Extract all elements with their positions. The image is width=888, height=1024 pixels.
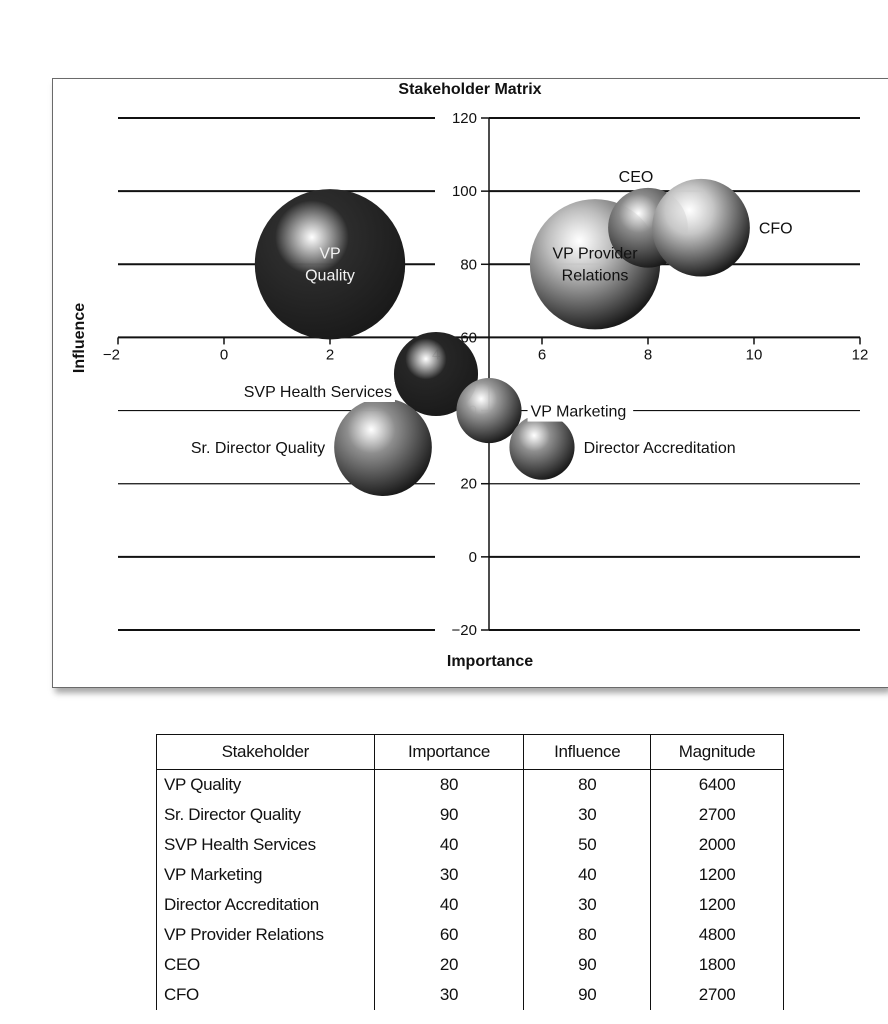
cell-magnitude: 4800 [651,920,784,950]
x-tick-label: −2 [102,346,120,364]
bubble-label: Sr. Director Quality [190,440,326,458]
cell-influence: 80 [524,770,651,801]
cell-stakeholder: CFO [157,980,375,1010]
axis-layer [103,110,868,639]
cell-stakeholder: Sr. Director Quality [157,800,375,830]
cell-importance: 80 [374,770,524,801]
y-tick-label: 20 [460,475,477,493]
x-tick-label: 12 [851,346,869,364]
cell-influence: 40 [524,860,651,890]
table-row [157,980,784,1010]
cell-importance: 60 [374,920,524,950]
cell-importance: 20 [374,950,524,980]
x-tick-label: 2 [325,346,335,364]
y-axis-title: Influence [71,302,88,374]
header-influence: Influence [524,735,651,770]
cell-stakeholder: VP Marketing [157,860,375,890]
cell-stakeholder: VP Provider Relations [157,920,375,950]
cell-stakeholder: CEO [157,950,375,980]
y-tick-label: −20 [451,622,477,639]
cell-magnitude: 1200 [651,860,784,890]
cell-magnitude: 2700 [651,800,784,830]
y-tick-label: 80 [460,256,477,274]
y-tick-label: 60 [460,329,477,347]
cell-magnitude: 6400 [651,770,784,801]
x-axis-title: Importance [446,653,534,670]
bubble-label: VP Marketing [530,403,627,421]
cell-influence: 50 [524,830,651,860]
table-row [157,830,784,860]
bubble-label: SVP Health Services [243,384,392,401]
table-row [157,890,784,920]
table-row [157,860,784,890]
header-stakeholder: Stakeholder [157,735,375,770]
cell-magnitude: 2700 [651,980,784,1010]
table-row [157,950,784,980]
x-tick-label: 0 [219,346,229,364]
stakeholder-table [156,734,784,1010]
bubble-label: Relations [561,267,629,285]
cell-importance: 90 [374,800,524,830]
cell-importance: 40 [374,890,524,920]
table-row [157,770,784,801]
x-tick-label: 10 [745,346,763,364]
cell-importance: 30 [374,860,524,890]
cell-importance: 40 [374,830,524,860]
cell-stakeholder: SVP Health Services [157,830,375,860]
cell-influence: 80 [524,920,651,950]
x-tick-label: 6 [537,346,547,364]
bubble [456,378,521,443]
bubble-label: VP Provider [552,245,638,263]
cell-magnitude: 1800 [651,950,784,980]
header-magnitude: Magnitude [651,735,784,770]
bubble [334,398,432,496]
bubble-label: VP [319,245,341,263]
cell-importance: 30 [374,980,524,1010]
cell-influence: 30 [524,890,651,920]
bubble-label: Director Accreditation [583,440,736,458]
table-row [157,800,784,830]
bubble-label: CEO [618,168,654,186]
y-tick-label: 100 [451,183,477,201]
bubble [652,179,750,277]
bubble-label: CFO [758,220,793,238]
cell-stakeholder: Director Accreditation [157,890,375,920]
chart-title: Stakeholder Matrix [398,81,542,98]
y-tick-label: 120 [451,110,477,127]
cell-influence: 90 [524,950,651,980]
bubble [255,189,405,339]
cell-stakeholder: VP Quality [157,770,375,801]
cell-influence: 30 [524,800,651,830]
bubble-label: Quality [305,267,355,285]
y-tick-label: 0 [468,548,477,566]
header-importance: Importance [374,735,524,770]
cell-influence: 90 [524,980,651,1010]
x-tick-label: 8 [643,346,653,364]
table-header-row [157,735,784,770]
bubble [509,415,574,480]
cell-magnitude: 1200 [651,890,784,920]
table-row [157,920,784,950]
cell-magnitude: 2000 [651,830,784,860]
